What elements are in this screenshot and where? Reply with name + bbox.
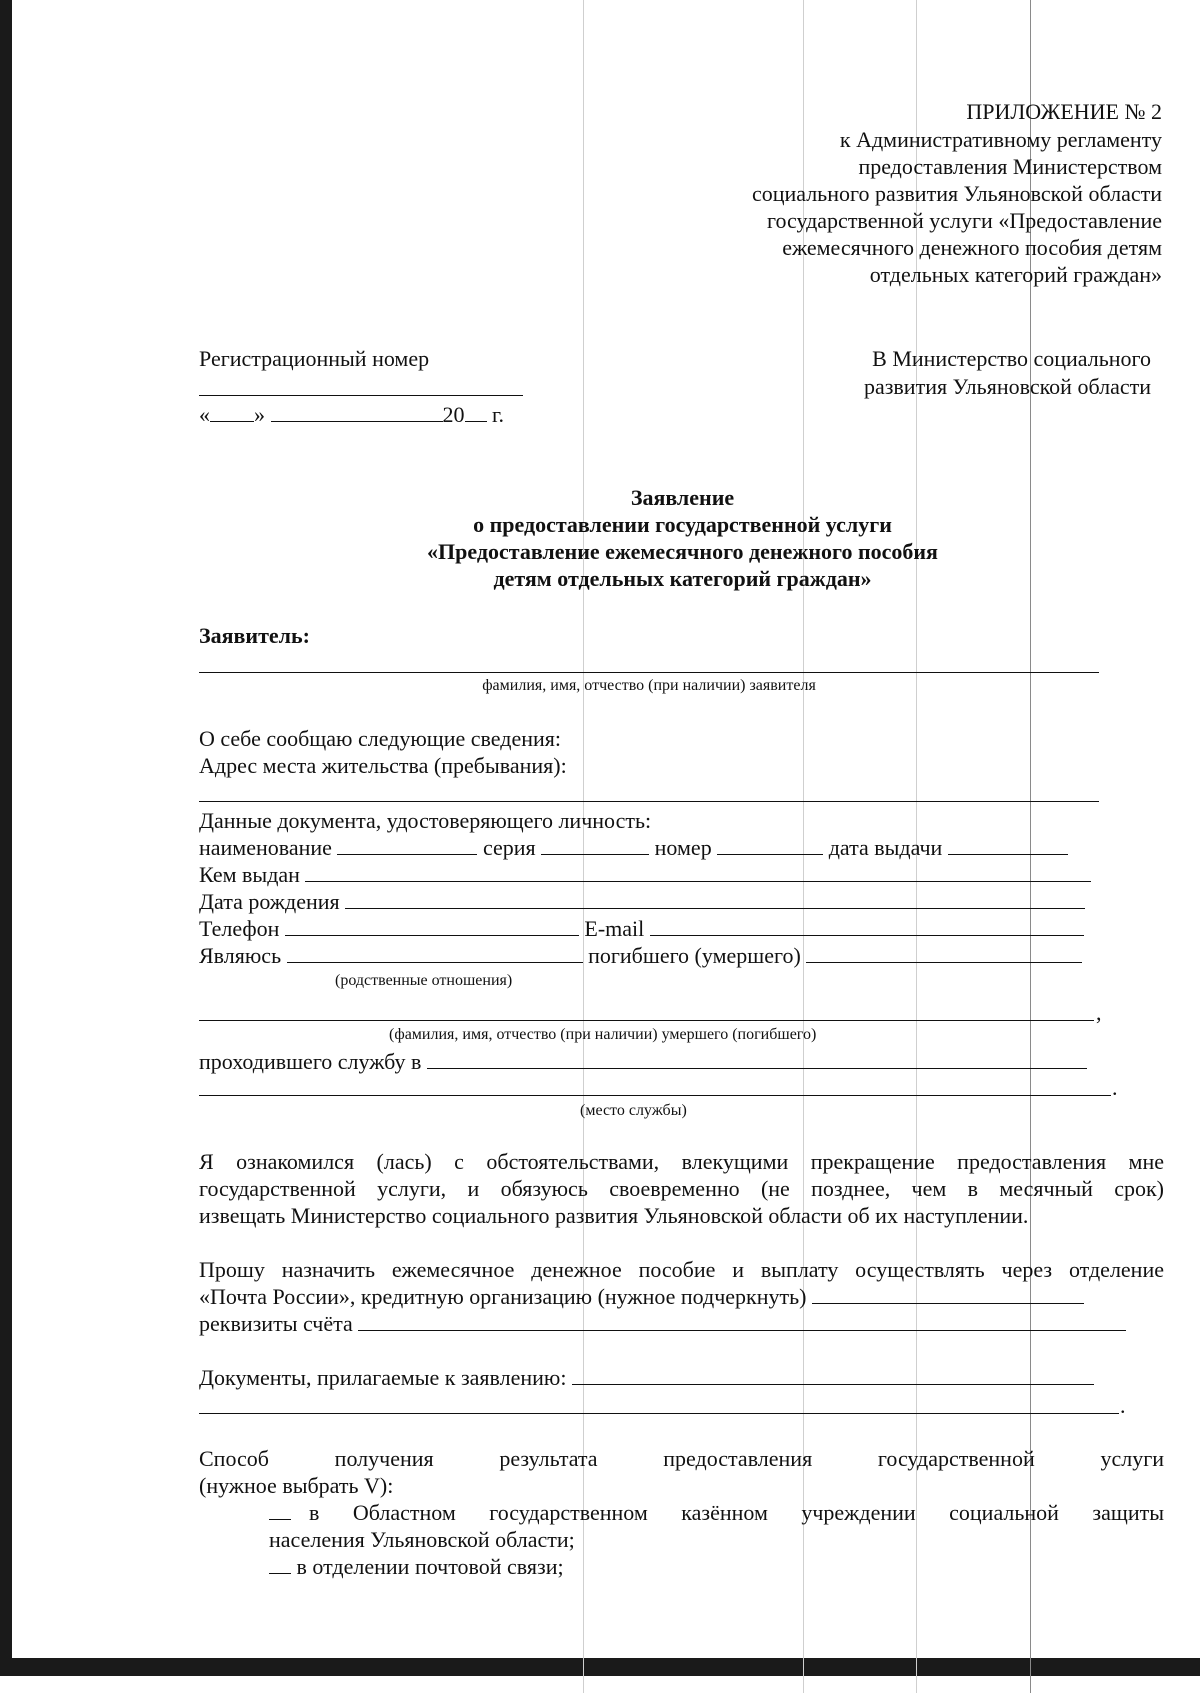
doc-series-field[interactable] xyxy=(541,836,649,855)
id-document-label: Данные документа, удостоверяющего личность: xyxy=(199,808,652,833)
option-2-label: в отделении почтовой связи; xyxy=(296,1554,564,1579)
method-line: Способ получения результата предоставления государственной услуги xyxy=(199,1446,1164,1471)
request-line: Прошу назначить ежемесячное денежное пособие и выплату осуществлять через отделение xyxy=(199,1257,1164,1282)
appendix-line: отдельных категорий граждан» xyxy=(869,262,1162,287)
email-field[interactable] xyxy=(650,917,1084,936)
relation-label: Являюсь xyxy=(199,943,282,968)
applicant-name-field[interactable] xyxy=(199,672,1099,673)
relation-row xyxy=(199,942,1082,970)
period: . xyxy=(1120,1393,1126,1418)
documents-row xyxy=(199,1364,1094,1392)
id-document-row xyxy=(199,834,1068,862)
doc-number-label: номер xyxy=(654,835,712,860)
service-caption: (место службы) xyxy=(580,1102,687,1119)
applicant-caption: фамилия, имя, отчество (при наличии) заявителя xyxy=(482,677,816,694)
document-subtitle: о предоставлении государственной услуги xyxy=(473,512,892,537)
document-subtitle: «Предоставление ежемесячного денежного пособия xyxy=(427,539,938,564)
appendix-line: государственной услуги «Предоставление xyxy=(766,208,1162,233)
option-1-label: в Областном государственном казённом учреждении социальной защиты xyxy=(309,1500,1164,1525)
acknowledgement-line: государственной услуги, и обязуюсь своевременно (не позднее, чем в месячный срок) xyxy=(199,1176,1164,1201)
documents-field[interactable] xyxy=(572,1366,1094,1385)
option-1-checkbox[interactable] xyxy=(269,1501,291,1520)
request-line: «Почта России», кредитную организацию (нужное подчеркнуть) xyxy=(199,1284,807,1309)
year-prefix: 20 xyxy=(442,402,465,427)
deceased-label: погибшего (умершего) xyxy=(588,943,801,968)
quote-open: « xyxy=(199,402,210,427)
account-details-field[interactable] xyxy=(358,1312,1126,1331)
payment-method-field[interactable] xyxy=(812,1285,1084,1304)
period: . xyxy=(1112,1075,1118,1100)
document-title: Заявление xyxy=(630,485,735,510)
deceased-caption: (фамилия, имя, отчество (при наличии) умершего (погибшего) xyxy=(389,1026,817,1043)
doc-issue-date-field[interactable] xyxy=(948,836,1068,855)
request-line-row xyxy=(199,1283,1084,1311)
year-suffix: г. xyxy=(492,402,505,427)
info-intro: О себе сообщаю следующие сведения: xyxy=(199,726,562,751)
option-2 xyxy=(269,1553,564,1581)
deceased-relation-field[interactable] xyxy=(806,944,1082,963)
appendix-line: ежемесячного денежного пособия детям xyxy=(782,235,1162,260)
relation-field[interactable] xyxy=(287,944,583,963)
option-1-label-cont: населения Ульяновской области; xyxy=(269,1527,575,1552)
doc-issue-date-label: дата выдачи xyxy=(828,835,943,860)
documents-field-2[interactable] xyxy=(199,1413,1119,1414)
appendix-title: ПРИЛОЖЕНИЕ № 2 xyxy=(966,99,1162,124)
account-label: реквизиты счёта xyxy=(199,1311,353,1336)
date-year-field[interactable] xyxy=(465,403,487,422)
birth-date-label: Дата рождения xyxy=(199,889,340,914)
comma: , xyxy=(1096,1000,1102,1025)
registration-label: Регистрационный номер xyxy=(199,346,430,371)
document-subtitle: детям отдельных категорий граждан» xyxy=(493,566,872,591)
doc-name-label: наименование xyxy=(199,835,332,860)
doc-number-field[interactable] xyxy=(717,836,823,855)
issued-by-row xyxy=(199,861,1091,889)
service-place-field-2[interactable] xyxy=(199,1095,1111,1096)
birth-date-field[interactable] xyxy=(345,890,1085,909)
service-row xyxy=(199,1048,1087,1076)
appendix-line: социального развития Ульяновской области xyxy=(751,181,1162,206)
method-line: (нужное выбрать V): xyxy=(199,1473,394,1498)
doc-series-label: серия xyxy=(482,835,536,860)
addressee-line: развития Ульяновской области xyxy=(863,374,1151,399)
contacts-row xyxy=(199,915,1084,943)
documents-label: Документы, прилагаемые к заявлению: xyxy=(199,1365,567,1390)
service-label: проходившего службу в xyxy=(199,1049,422,1074)
issued-by-label: Кем выдан xyxy=(199,862,300,887)
phone-label: Телефон xyxy=(199,916,280,941)
acknowledgement-line: извещать Министерство социального развития Ульяновской области об их наступлении. xyxy=(199,1203,1029,1228)
doc-name-field[interactable] xyxy=(337,836,477,855)
service-place-field[interactable] xyxy=(427,1050,1087,1069)
deceased-name-field[interactable] xyxy=(199,1020,1094,1021)
acknowledgement-line: Я ознакомился (лась) с обстоятельствами, влекущими прекращение предоставления мне xyxy=(199,1149,1164,1174)
date-day-field[interactable] xyxy=(210,403,254,422)
quote-close: » xyxy=(254,402,265,427)
registration-number-field[interactable] xyxy=(199,395,523,396)
applicant-label: Заявитель: xyxy=(199,623,310,648)
addressee-line: В Министерство социального xyxy=(872,346,1151,371)
address-label: Адрес места жительства (пребывания): xyxy=(199,753,567,778)
option-2-checkbox[interactable] xyxy=(269,1555,291,1574)
birth-date-row xyxy=(199,888,1085,916)
issued-by-field[interactable] xyxy=(305,863,1091,882)
appendix-line: предоставления Министерством xyxy=(858,154,1162,179)
account-row xyxy=(199,1310,1126,1338)
registration-date-row xyxy=(199,401,504,429)
scan-left-edge xyxy=(0,0,12,1660)
option-1 xyxy=(269,1499,1164,1527)
relation-caption: (родственные отношения) xyxy=(335,972,513,989)
scan-bottom-edge xyxy=(0,1658,1200,1676)
appendix-line: к Административному регламенту xyxy=(839,127,1162,152)
date-month-field[interactable] xyxy=(271,403,443,422)
email-label: E-mail xyxy=(584,916,645,941)
address-field[interactable] xyxy=(199,801,1099,802)
phone-field[interactable] xyxy=(285,917,579,936)
